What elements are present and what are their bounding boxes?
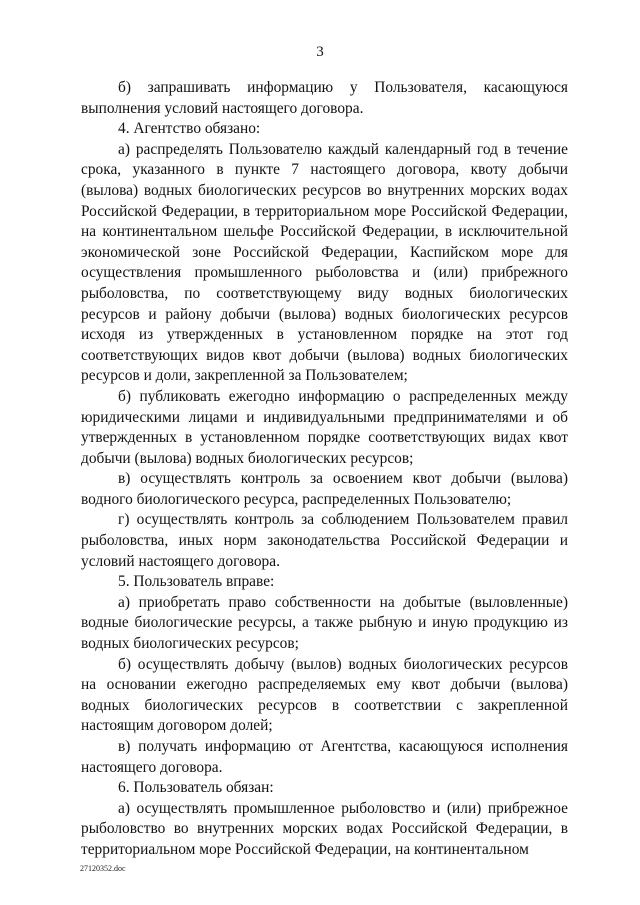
page-number: 3: [316, 44, 324, 60]
paragraph-6a: а) осуществлять промышленное рыболовство и (или) прибрежное рыболовство во внутренних морских водах Российской Федерации, в территориальном море Российской Федерации, на континентальном: [81, 799, 568, 858]
document-body: [81, 78, 568, 861]
paragraph-4v: в) осуществлять контроль за освоением квот добычи (вылова) водного биологического ресурса, распределенных Пользователю;: [81, 470, 568, 508]
paragraph-5b: б) осуществлять добычу (вылов) водных биологических ресурсов на основании ежегодно распределяемых ему квот добычи (вылова) водных биологических ресурсов в соответствии с закрепленной настоящим договором долей;: [81, 655, 568, 735]
paragraph-4g: г) осуществлять контроль за соблюдением Пользователем правил рыболовства, иных норм законодательства Российской Федерации и условий настоящего договора.: [81, 511, 568, 570]
paragraph-4a: а) распределять Пользователю каждый календарный год в течение срока, указанного в пункте 7 настоящего договора, квоту добычи (вылова) водных биологических ресурсов во внутренних морских водах Российской Федерации, в территориальном море Российской Федерации, на континентальном шельфе Российской Федерации, в исключительной экономической зоне Российской Федерации, Каспийском море для осуществления промышленного рыболовства и (или) прибрежного рыболовства, по соответствующему виду водных биологических ресурсов и району добычи (вылова) водных биологических ресурсов исходя из утвержденных в установленном порядке на этот год соответствующих видов квот добычи (вылова) водных биологических ресурсов и доли, закрепленной за Пользователем;: [81, 140, 568, 385]
paragraph-3b: б) запрашивать информацию у Пользователя, касающуюся выполнения условий настоящего договора.: [81, 79, 568, 117]
section-4-heading: 4. Агентство обязано:: [118, 120, 261, 138]
paragraph-5v: в) получать информацию от Агентства, касающуюся исполнения настоящего договора.: [81, 738, 568, 776]
section-6-heading: 6. Пользователь обязан:: [118, 779, 274, 797]
paragraph-5a: а) приобретать право собственности на добытые (выловленные) водные биологические ресурсы, а также рыбную и иную продукцию из водных биологических ресурсов;: [81, 593, 568, 653]
footer-file-code: 27120352.doc: [80, 864, 126, 873]
paragraph-4b: б) публиковать ежегодно информацию о распределенных между юридическими лицами и индивидуальными предпринимателями и об утвержденных в установленном порядке соответствующих видах квот добычи (вылова) водных биологических ресурсов;: [81, 387, 568, 467]
section-5-heading: 5. Пользователь вправе:: [118, 573, 275, 591]
